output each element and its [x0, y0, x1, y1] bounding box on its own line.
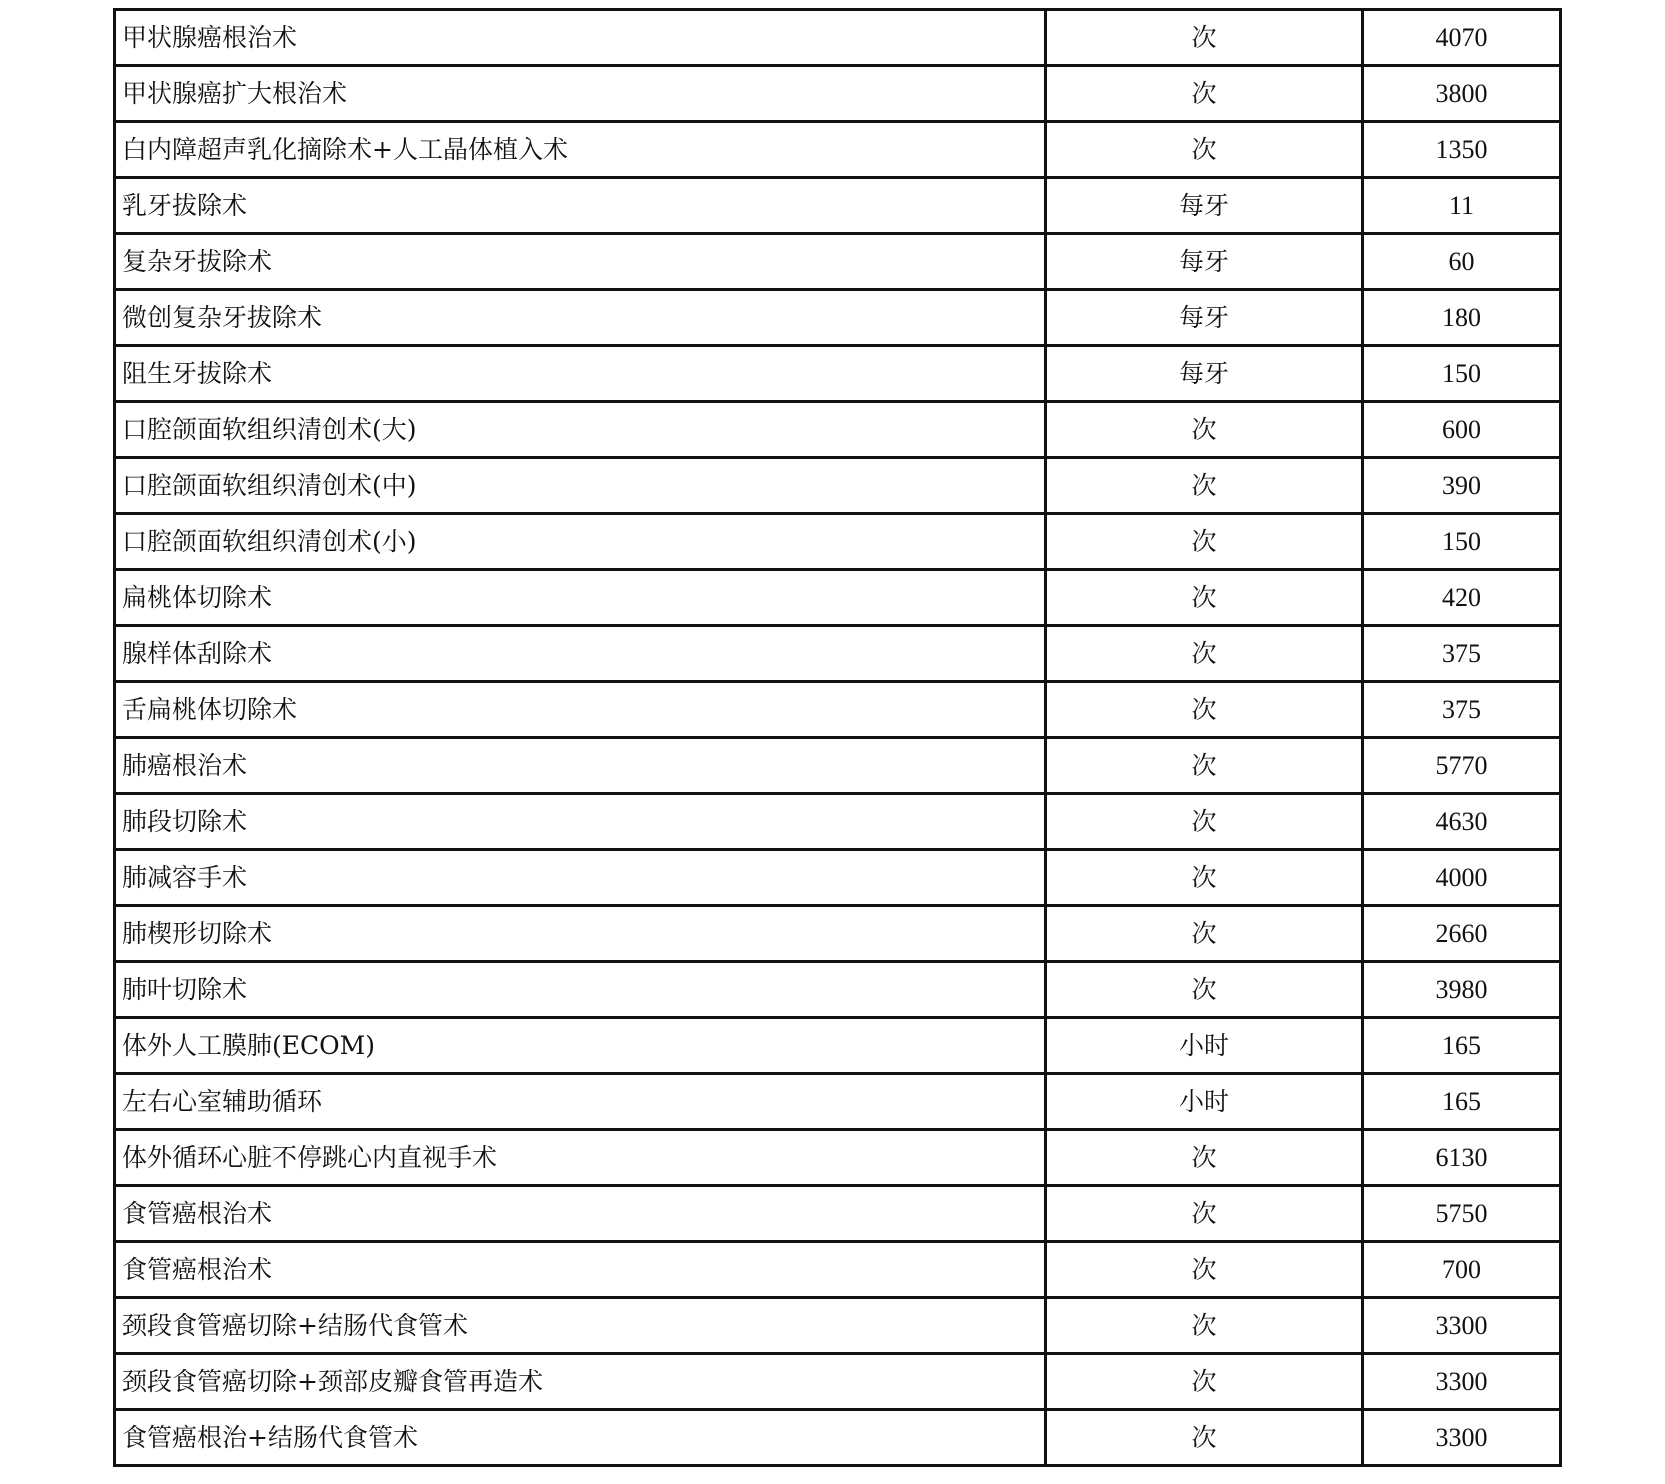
table-row: [115, 1018, 1561, 1074]
procedure-name-cell: 肺癌根治术: [115, 738, 1046, 794]
unit-cell: 次: [1046, 1242, 1363, 1298]
price-cell: 3980: [1363, 962, 1561, 1018]
procedure-name-cell: 左右心室辅助循环: [115, 1074, 1046, 1130]
procedure-name-cell: 扁桃体切除术: [115, 570, 1046, 626]
price-cell: 180: [1363, 290, 1561, 346]
unit-cell: 次: [1046, 1186, 1363, 1242]
table-row: [115, 10, 1561, 66]
table-row: [115, 346, 1561, 402]
procedure-name-cell: 腺样体刮除术: [115, 626, 1046, 682]
price-cell: 150: [1363, 346, 1561, 402]
unit-cell: 次: [1046, 66, 1363, 122]
unit-cell: 次: [1046, 1354, 1363, 1410]
procedure-name-cell: 体外人工膜肺(ECOM): [115, 1018, 1046, 1074]
table-row: [115, 1410, 1561, 1466]
procedure-name-cell: 肺叶切除术: [115, 962, 1046, 1018]
price-cell: 165: [1363, 1018, 1561, 1074]
procedure-name-cell: 口腔颌面软组织清创术(小): [115, 514, 1046, 570]
table-row: [115, 794, 1561, 850]
table-row: [115, 514, 1561, 570]
procedure-name-cell: 体外循环心脏不停跳心内直视手术: [115, 1130, 1046, 1186]
unit-cell: 次: [1046, 1130, 1363, 1186]
procedure-name-cell: 乳牙拔除术: [115, 178, 1046, 234]
price-cell: 1350: [1363, 122, 1561, 178]
table-body: [115, 10, 1561, 1466]
unit-cell: 次: [1046, 738, 1363, 794]
price-cell: 165: [1363, 1074, 1561, 1130]
price-cell: 3800: [1363, 66, 1561, 122]
price-cell: 5750: [1363, 1186, 1561, 1242]
unit-cell: 次: [1046, 10, 1363, 66]
table-row: [115, 962, 1561, 1018]
price-cell: 375: [1363, 682, 1561, 738]
table-row: [115, 850, 1561, 906]
unit-cell: 次: [1046, 626, 1363, 682]
table-row: [115, 1242, 1561, 1298]
table-row: [115, 122, 1561, 178]
procedure-name-cell: 口腔颌面软组织清创术(大): [115, 402, 1046, 458]
procedure-name-cell: 复杂牙拔除术: [115, 234, 1046, 290]
unit-cell: 次: [1046, 1410, 1363, 1466]
unit-cell: 次: [1046, 402, 1363, 458]
unit-cell: 每牙: [1046, 346, 1363, 402]
unit-cell: 每牙: [1046, 290, 1363, 346]
unit-cell: 次: [1046, 682, 1363, 738]
procedure-name-cell: 白内障超声乳化摘除术+人工晶体植入术: [115, 122, 1046, 178]
table-row: [115, 402, 1561, 458]
price-cell: 3300: [1363, 1354, 1561, 1410]
procedure-name-cell: 食管癌根治术: [115, 1242, 1046, 1298]
price-cell: 375: [1363, 626, 1561, 682]
table-row: [115, 570, 1561, 626]
procedure-name-cell: 甲状腺癌扩大根治术: [115, 66, 1046, 122]
procedure-name-cell: 颈段食管癌切除+颈部皮瓣食管再造术: [115, 1354, 1046, 1410]
table-row: [115, 178, 1561, 234]
procedure-name-cell: 肺段切除术: [115, 794, 1046, 850]
unit-cell: 次: [1046, 570, 1363, 626]
unit-cell: 小时: [1046, 1074, 1363, 1130]
table-row: [115, 1186, 1561, 1242]
procedure-name-cell: 口腔颌面软组织清创术(中): [115, 458, 1046, 514]
price-cell: 5770: [1363, 738, 1561, 794]
price-cell: 6130: [1363, 1130, 1561, 1186]
unit-cell: 次: [1046, 794, 1363, 850]
unit-cell: 次: [1046, 1298, 1363, 1354]
procedure-name-cell: 肺减容手术: [115, 850, 1046, 906]
unit-cell: 每牙: [1046, 234, 1363, 290]
price-cell: 420: [1363, 570, 1561, 626]
table-row: [115, 458, 1561, 514]
unit-cell: 次: [1046, 514, 1363, 570]
price-cell: 700: [1363, 1242, 1561, 1298]
table-row: [115, 290, 1561, 346]
table-row: [115, 234, 1561, 290]
procedure-name-cell: 食管癌根治术: [115, 1186, 1046, 1242]
table-row: [115, 1074, 1561, 1130]
price-cell: 150: [1363, 514, 1561, 570]
price-cell: 11: [1363, 178, 1561, 234]
procedure-name-cell: 肺楔形切除术: [115, 906, 1046, 962]
procedure-name-cell: 微创复杂牙拔除术: [115, 290, 1046, 346]
price-cell: 390: [1363, 458, 1561, 514]
table-row: [115, 66, 1561, 122]
unit-cell: 每牙: [1046, 178, 1363, 234]
procedure-name-cell: 甲状腺癌根治术: [115, 10, 1046, 66]
price-table: [113, 8, 1562, 1467]
table-row: [115, 906, 1561, 962]
unit-cell: 次: [1046, 458, 1363, 514]
unit-cell: 次: [1046, 962, 1363, 1018]
table-row: [115, 738, 1561, 794]
price-cell: 3300: [1363, 1298, 1561, 1354]
table-row: [115, 626, 1561, 682]
table-row: [115, 1354, 1561, 1410]
price-cell: 4070: [1363, 10, 1561, 66]
procedure-name-cell: 颈段食管癌切除+结肠代食管术: [115, 1298, 1046, 1354]
price-cell: 3300: [1363, 1410, 1561, 1466]
table-row: [115, 1298, 1561, 1354]
price-cell: 2660: [1363, 906, 1561, 962]
procedure-name-cell: 食管癌根治+结肠代食管术: [115, 1410, 1046, 1466]
procedure-name-cell: 舌扁桃体切除术: [115, 682, 1046, 738]
unit-cell: 次: [1046, 122, 1363, 178]
procedure-name-cell: 阻生牙拔除术: [115, 346, 1046, 402]
unit-cell: 小时: [1046, 1018, 1363, 1074]
price-cell: 4000: [1363, 850, 1561, 906]
price-cell: 600: [1363, 402, 1561, 458]
price-cell: 60: [1363, 234, 1561, 290]
table-row: [115, 682, 1561, 738]
unit-cell: 次: [1046, 850, 1363, 906]
price-cell: 4630: [1363, 794, 1561, 850]
table-row: [115, 1130, 1561, 1186]
unit-cell: 次: [1046, 906, 1363, 962]
